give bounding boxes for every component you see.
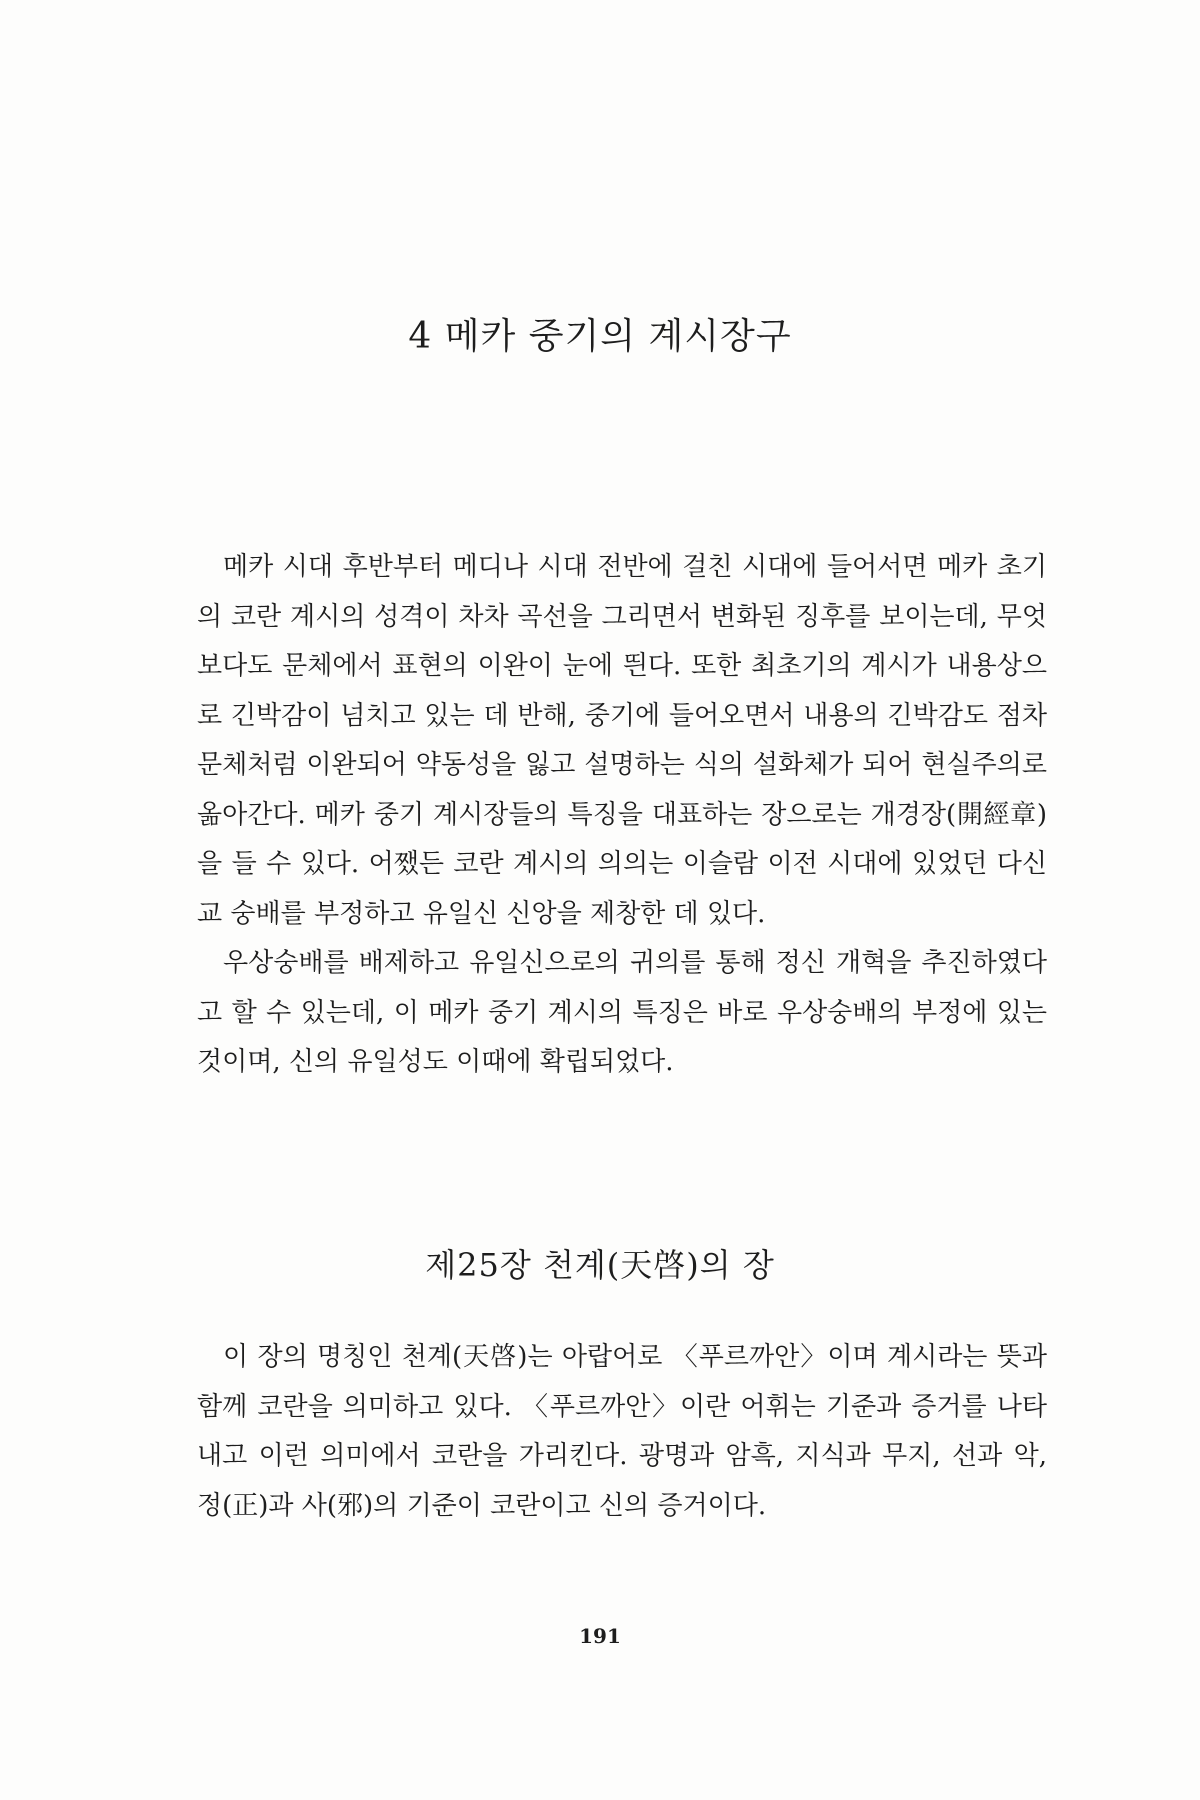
intro-paragraph-1: 메카 시대 후반부터 메디나 시대 전반에 걸친 시대에 들어서면 메카 초기의 코란 계시의 성격이 차차 곡선을 그리면서 변화된 징후를 보이는데, 무엇보다도 문체에서 표현의 이완이 눈에 띈다. 또한 최초기의 계시가 내용상으로 긴박감이 넘치고 있는 데 반해, 중기에 들어오면서 내용의 긴박감도 점차 문체처럼 이완되어 약동성을 잃고 설명하는 식의 설화체가 되어 현실주의로 옮아간다. 메카 중기 계시장들의 특징을 대표하는 장으로는 개경장(開經章)을 들 수 있다. 어쨌든 코란 계시의 의의는 이슬람 이전 시대에 있었던 다신교 숭배를 부정하고 유일신 신앙을 제창한 데 있다. bbox=[197, 552, 1047, 929]
intro-text bbox=[197, 543, 1047, 1088]
section-text bbox=[197, 1333, 1047, 1531]
section-title: 제25장 천계(天啓)의 장 bbox=[425, 1246, 775, 1284]
intro-paragraph-2: 우상숭배를 배제하고 유일신으로의 귀의를 통해 정신 개혁을 추진하였다고 할 수 있는데, 이 메카 중기 계시의 특징은 바로 우상숭배의 부정에 있는 것이며, 신의 유일성도 이때에 확립되었다. bbox=[197, 948, 1047, 1077]
page-number: 191 bbox=[579, 1624, 621, 1648]
section-paragraph-1: 이 장의 명칭인 천계(天啓)는 아랍어로 〈푸르까안〉이며 계시라는 뜻과 함께 코란을 의미하고 있다. 〈푸르까안〉이란 어휘는 기준과 증거를 나타내고 이런 의미에서 코란을 가리킨다. 광명과 암흑, 지식과 무지, 선과 악, 정(正)과 사(邪)의 기준이 코란이고 신의 증거이다. bbox=[197, 1342, 1047, 1521]
chapter-title: 4 메카 중기의 계시장구 bbox=[408, 316, 792, 357]
